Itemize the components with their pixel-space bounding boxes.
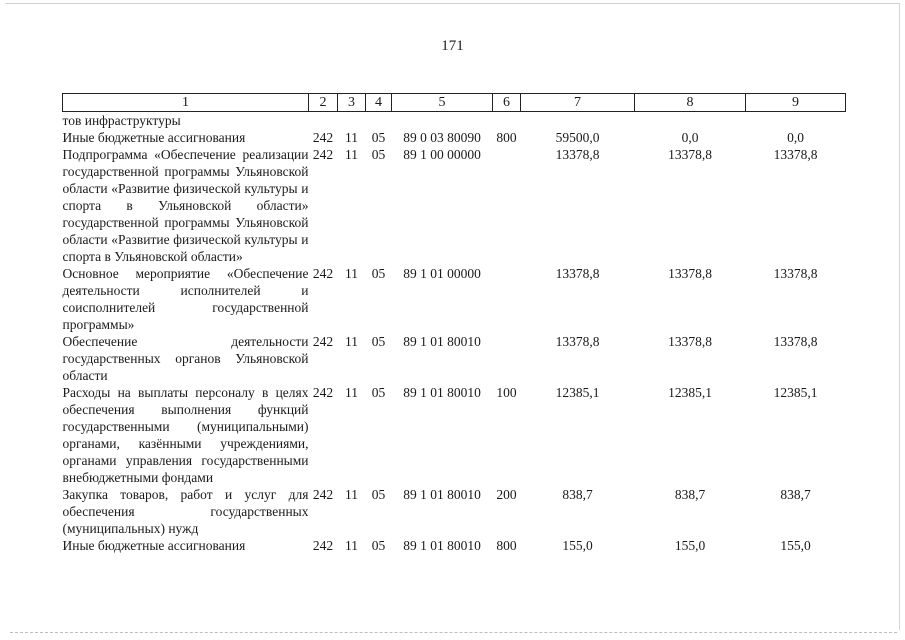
- subsection-code: 05: [371, 385, 386, 400]
- amount-col-8: 838,7: [674, 487, 706, 502]
- amount-col-7: [521, 112, 635, 130]
- target-article-code: 89 1 01 80010: [403, 538, 481, 553]
- table-row: [63, 486, 846, 537]
- row-name: Основное мероприятие «Обеспечение деятельности исполнителей и соисполнителей государственной программы»: [62, 266, 309, 332]
- amount-col-7: 13378,8: [555, 266, 600, 281]
- row-name: тов инфраструктуры: [62, 113, 181, 128]
- amount-col-7: 13378,8: [555, 334, 600, 349]
- subsection-code: 05: [371, 334, 386, 349]
- amount-col-8: [635, 112, 746, 130]
- expense-type-code: [493, 146, 521, 265]
- page-frame-bottom: [10, 632, 897, 633]
- target-article-code: 89 1 01 00000: [403, 266, 481, 281]
- expense-type-code: 800: [496, 538, 517, 553]
- expense-type-code: 100: [496, 385, 517, 400]
- subsection-code: [366, 112, 392, 130]
- subsection-code: 05: [371, 147, 386, 162]
- subsection-code: 05: [371, 538, 386, 553]
- row-name: Иные бюджетные ассигнования: [62, 538, 246, 553]
- expense-type-code: [493, 333, 521, 384]
- col-header: 5: [392, 94, 493, 112]
- grbs-code: 242: [312, 334, 334, 349]
- target-article-code: [392, 112, 493, 130]
- target-article-code: 89 0 03 80090: [403, 130, 481, 145]
- col-header: 3: [338, 94, 366, 112]
- row-name: Подпрограмма «Обеспечение реализации государственной программы Ульяновской области «Развитие физической культуры и спорта в Ульяновской области» государственной программы Ульяновской области «Развитие физической культуры и спорта в Ульяновской области»: [62, 147, 309, 264]
- amount-col-9: 155,0: [780, 538, 811, 553]
- amount-col-7: 12385,1: [555, 385, 600, 400]
- grbs-code: 242: [312, 266, 334, 281]
- amount-col-7: 838,7: [562, 487, 593, 502]
- col-header: 8: [635, 94, 746, 112]
- col-header: 4: [366, 94, 392, 112]
- row-name: Иные бюджетные ассигнования: [62, 130, 246, 145]
- grbs-code: 242: [312, 130, 334, 145]
- section-code: 11: [345, 334, 358, 349]
- grbs-code: [309, 112, 338, 130]
- page-frame-right: [899, 3, 900, 630]
- amount-col-9: 13378,8: [773, 147, 818, 162]
- section-code: [338, 112, 366, 130]
- amount-col-7: 13378,8: [555, 147, 600, 162]
- table-row: [63, 129, 846, 146]
- amount-col-9: [746, 112, 846, 130]
- amount-col-8: 13378,8: [668, 147, 712, 162]
- page-number: 171: [441, 38, 464, 54]
- column-number-header: [63, 94, 846, 112]
- table-row: [63, 265, 846, 333]
- amount-col-9: 12385,1: [773, 385, 818, 400]
- expense-type-code: 200: [496, 487, 517, 502]
- target-article-code: 89 1 00 00000: [403, 147, 481, 162]
- amount-col-7: 155,0: [562, 538, 593, 553]
- section-code: 11: [345, 385, 358, 400]
- col-header: 6: [493, 94, 521, 112]
- grbs-code: 242: [312, 538, 334, 553]
- table-row: [63, 537, 846, 554]
- section-code: 11: [345, 487, 358, 502]
- amount-col-9: 13378,8: [773, 266, 818, 281]
- amount-col-8: 0,0: [681, 130, 699, 145]
- amount-col-9: 0,0: [787, 130, 804, 145]
- table-row: [63, 146, 846, 265]
- col-header: 2: [309, 94, 338, 112]
- col-header: 7: [521, 94, 635, 112]
- row-name: Закупка товаров, работ и услуг для обеспечения государственных (муниципальных) нужд: [62, 487, 309, 536]
- grbs-code: 242: [312, 487, 334, 502]
- budget-table: [62, 93, 846, 554]
- amount-col-8: 12385,1: [668, 385, 712, 400]
- section-code: 11: [345, 147, 358, 162]
- row-name: Обеспечение деятельности государственных органов Ульяновской области: [62, 334, 309, 383]
- table-row: [63, 112, 846, 130]
- amount-col-8: 13378,8: [668, 334, 712, 349]
- expense-type-code: [493, 265, 521, 333]
- grbs-code: 242: [312, 147, 334, 162]
- col-header: 9: [746, 94, 846, 112]
- subsection-code: 05: [371, 487, 386, 502]
- target-article-code: 89 1 01 80010: [403, 385, 481, 400]
- section-code: 11: [345, 130, 358, 145]
- section-code: 11: [345, 266, 358, 281]
- target-article-code: 89 1 01 80010: [403, 334, 481, 349]
- expense-type-code: [493, 112, 521, 130]
- table-row: [63, 384, 846, 486]
- row-name: Расходы на выплаты персоналу в целях обеспечения выполнения функций государственными (муниципальными) органами, казёнными учреждениями, органами управления государственными внебюджетными фондами: [62, 385, 309, 485]
- section-code: 11: [345, 538, 358, 553]
- page-frame-top: [5, 3, 900, 4]
- amount-col-9: 838,7: [780, 487, 811, 502]
- grbs-code: 242: [312, 385, 334, 400]
- col-header: 1: [63, 94, 309, 112]
- amount-col-9: 13378,8: [773, 334, 818, 349]
- amount-col-8: 155,0: [674, 538, 706, 553]
- target-article-code: 89 1 01 80010: [403, 487, 481, 502]
- amount-col-7: 59500,0: [555, 130, 600, 145]
- table-row: [63, 333, 846, 384]
- expense-type-code: 800: [496, 130, 517, 145]
- subsection-code: 05: [371, 130, 386, 145]
- subsection-code: 05: [371, 266, 386, 281]
- amount-col-8: 13378,8: [668, 266, 712, 281]
